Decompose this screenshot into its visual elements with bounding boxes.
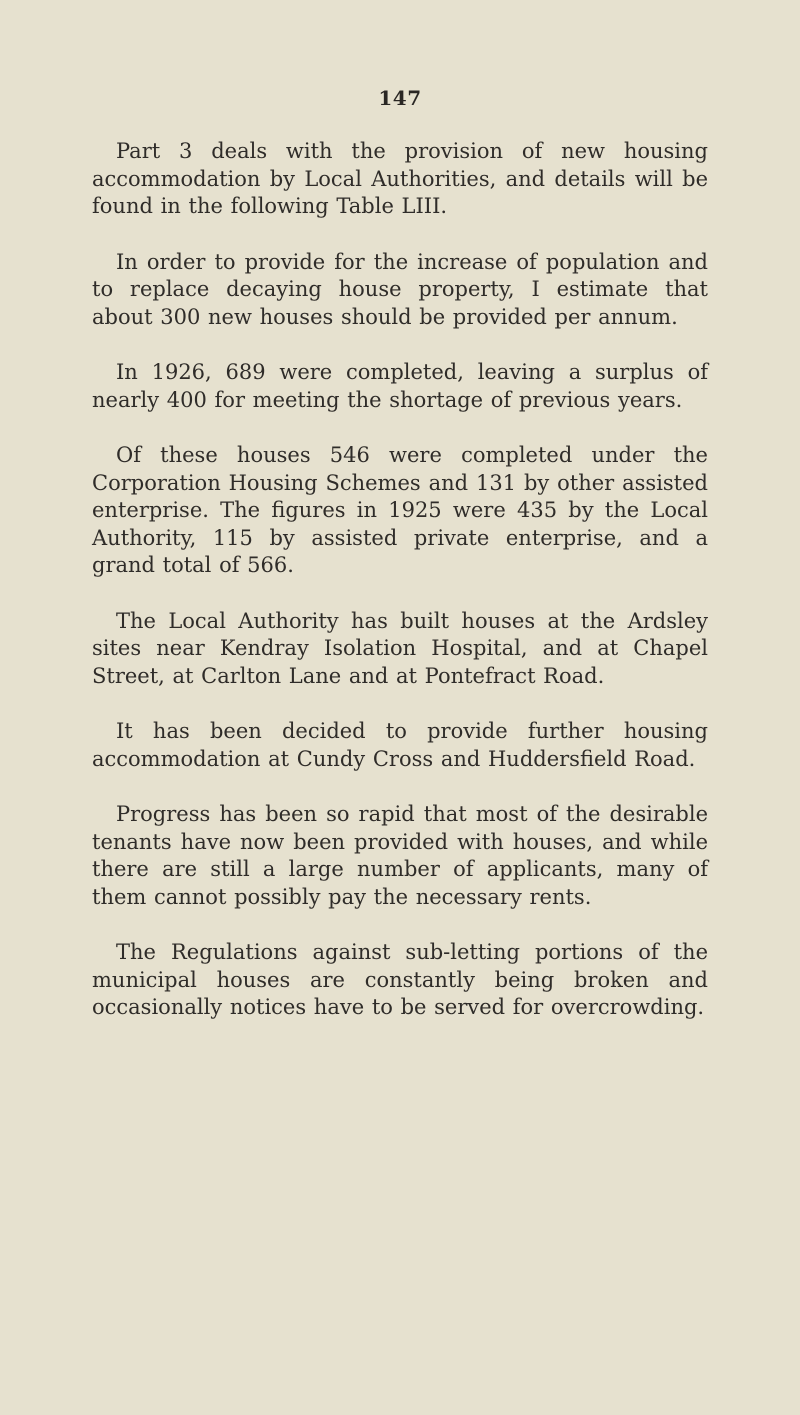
paragraph-housing-schemes: Of these houses 546 were completed under the Corporation Housing Schemes and 131 by other assisted enterprise. The figures in 1925 were 435 by the Local Authority, 115 by assisted private enterprise, and a grand total of 566. [92,443,708,577]
paragraph-1926-completions: In 1926, 689 were completed, leaving a surplus of nearly 400 for meeting the shortage of previous years. [92,360,708,412]
paragraph-housing-provision: Part 3 deals with the provision of new housing accommodation by Local Authorities, and details will be found in the following Table LIII. [92,139,708,218]
paragraph-population-estimate: In order to provide for the increase of population and to replace decaying house property, I estimate that about 300 new houses should be provided per annum. [92,249,708,329]
paragraph-building-sites: The Local Authority has built houses at the Ardsley sites near Kendray Isolation Hospital, and at Chapel Street, at Carlton Lane and at Pontefract Road. [92,608,708,688]
page-number: 147 [378,86,422,110]
body-text [92,138,708,1050]
paragraph-sub-letting-regulations: The Regulations against sub-letting portions of the municipal houses are constantly being broken and occasionally notices have to be served for overcrowding. [92,940,708,1019]
paragraph-tenant-progress: Progress has been so rapid that most of the desirable tenants have now been provided with houses, and while there are still a large number of applicants, many of them cannot possibly pay the necessary rents. [92,802,708,909]
paragraph-further-accommodation: It has been decided to provide further housing accommodation at Cundy Cross and Huddersfield Road. [92,719,708,771]
